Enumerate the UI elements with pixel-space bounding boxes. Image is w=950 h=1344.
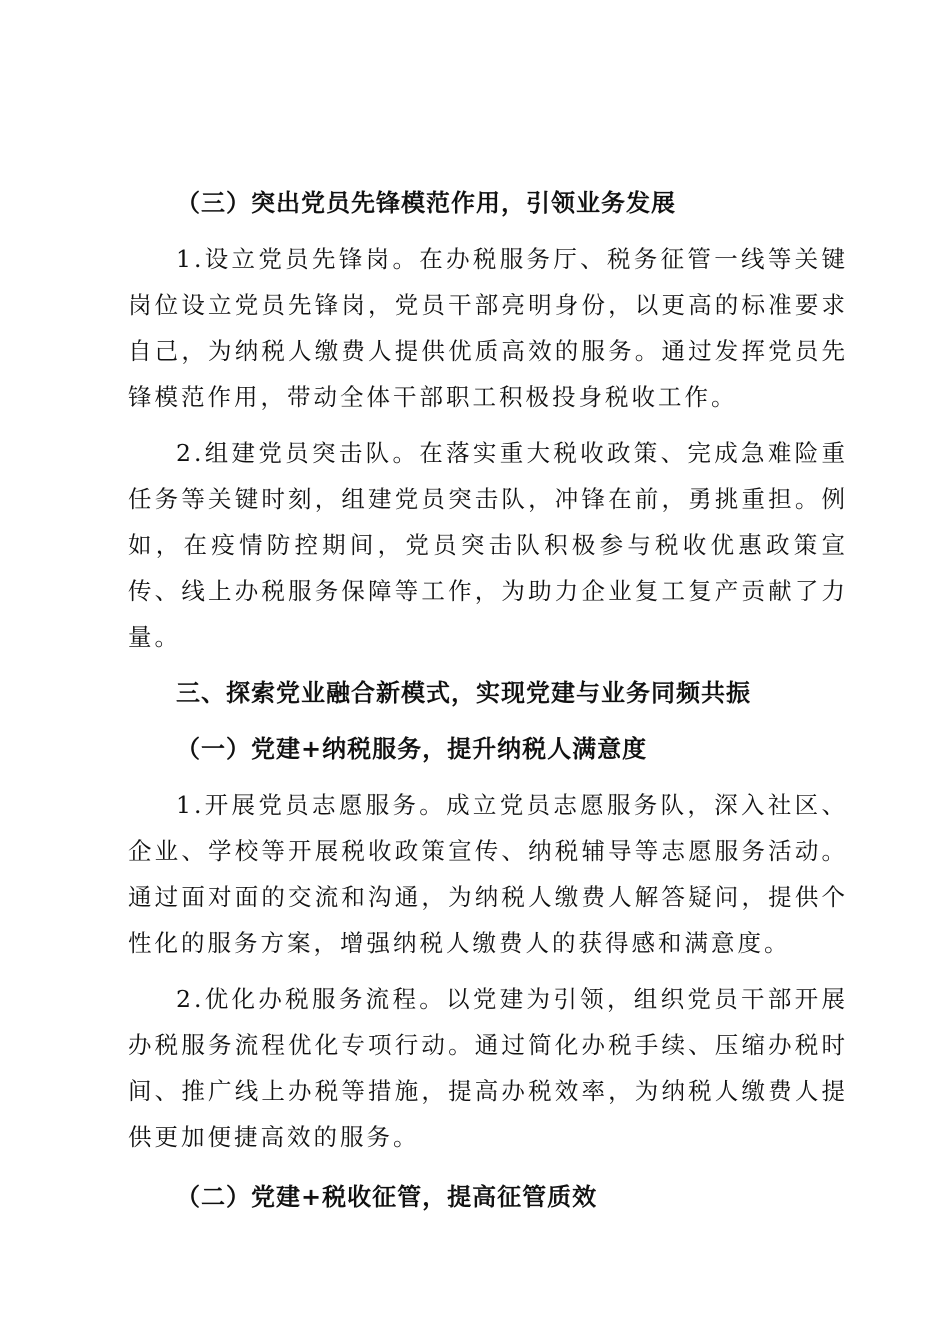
section-heading-1: （一）党建+纳税服务，提升纳税人满意度 xyxy=(176,735,648,763)
document-body xyxy=(128,180,848,1230)
paragraph-process-optimization: 2.优化办税服务流程。以党建为引领，组织党员干部开展办税服务流程优化专项行动。通过简化办税手续、压缩办税时间、推广线上办税等措施，提高办税效率，为纳税人缴费人提供更加便捷高效的服务。 xyxy=(128,985,848,1151)
section-heading-3: （三）突出党员先锋模范作用，引领业务发展 xyxy=(176,189,676,217)
paragraph-commando-team: 2.组建党员突击队。在落实重大税收政策、完成急难险重任务等关键时刻，组建党员突击队，冲锋在前，勇挑重担。例如，在疫情防控期间，党员突击队积极参与税收优惠政策宣传、线上办税服务保障等工作，为助力企业复工复产贡献了力量。 xyxy=(128,439,848,651)
paragraph-pioneer-post: 1.设立党员先锋岗。在办税服务厅、税务征管一线等关键岗位设立党员先锋岗，党员干部亮明身份，以更高的标准要求自己，为纳税人缴费人提供优质高效的服务。通过发挥党员先锋模范作用，带动全体干部职工积极投身税收工作。 xyxy=(128,245,848,411)
paragraph-volunteer-service: 1.开展党员志愿服务。成立党员志愿服务队，深入社区、企业、学校等开展税收政策宣传、纳税辅导等志愿服务活动。通过面对面的交流和沟通，为纳税人缴费人解答疑问，提供个性化的服务方案，增强纳税人缴费人的获得感和满意度。 xyxy=(128,791,848,957)
section-heading-2: （二）党建+税收征管，提高征管质效 xyxy=(176,1183,598,1211)
chapter-heading-3: 三、探索党业融合新模式，实现党建与业务同频共振 xyxy=(176,679,751,707)
